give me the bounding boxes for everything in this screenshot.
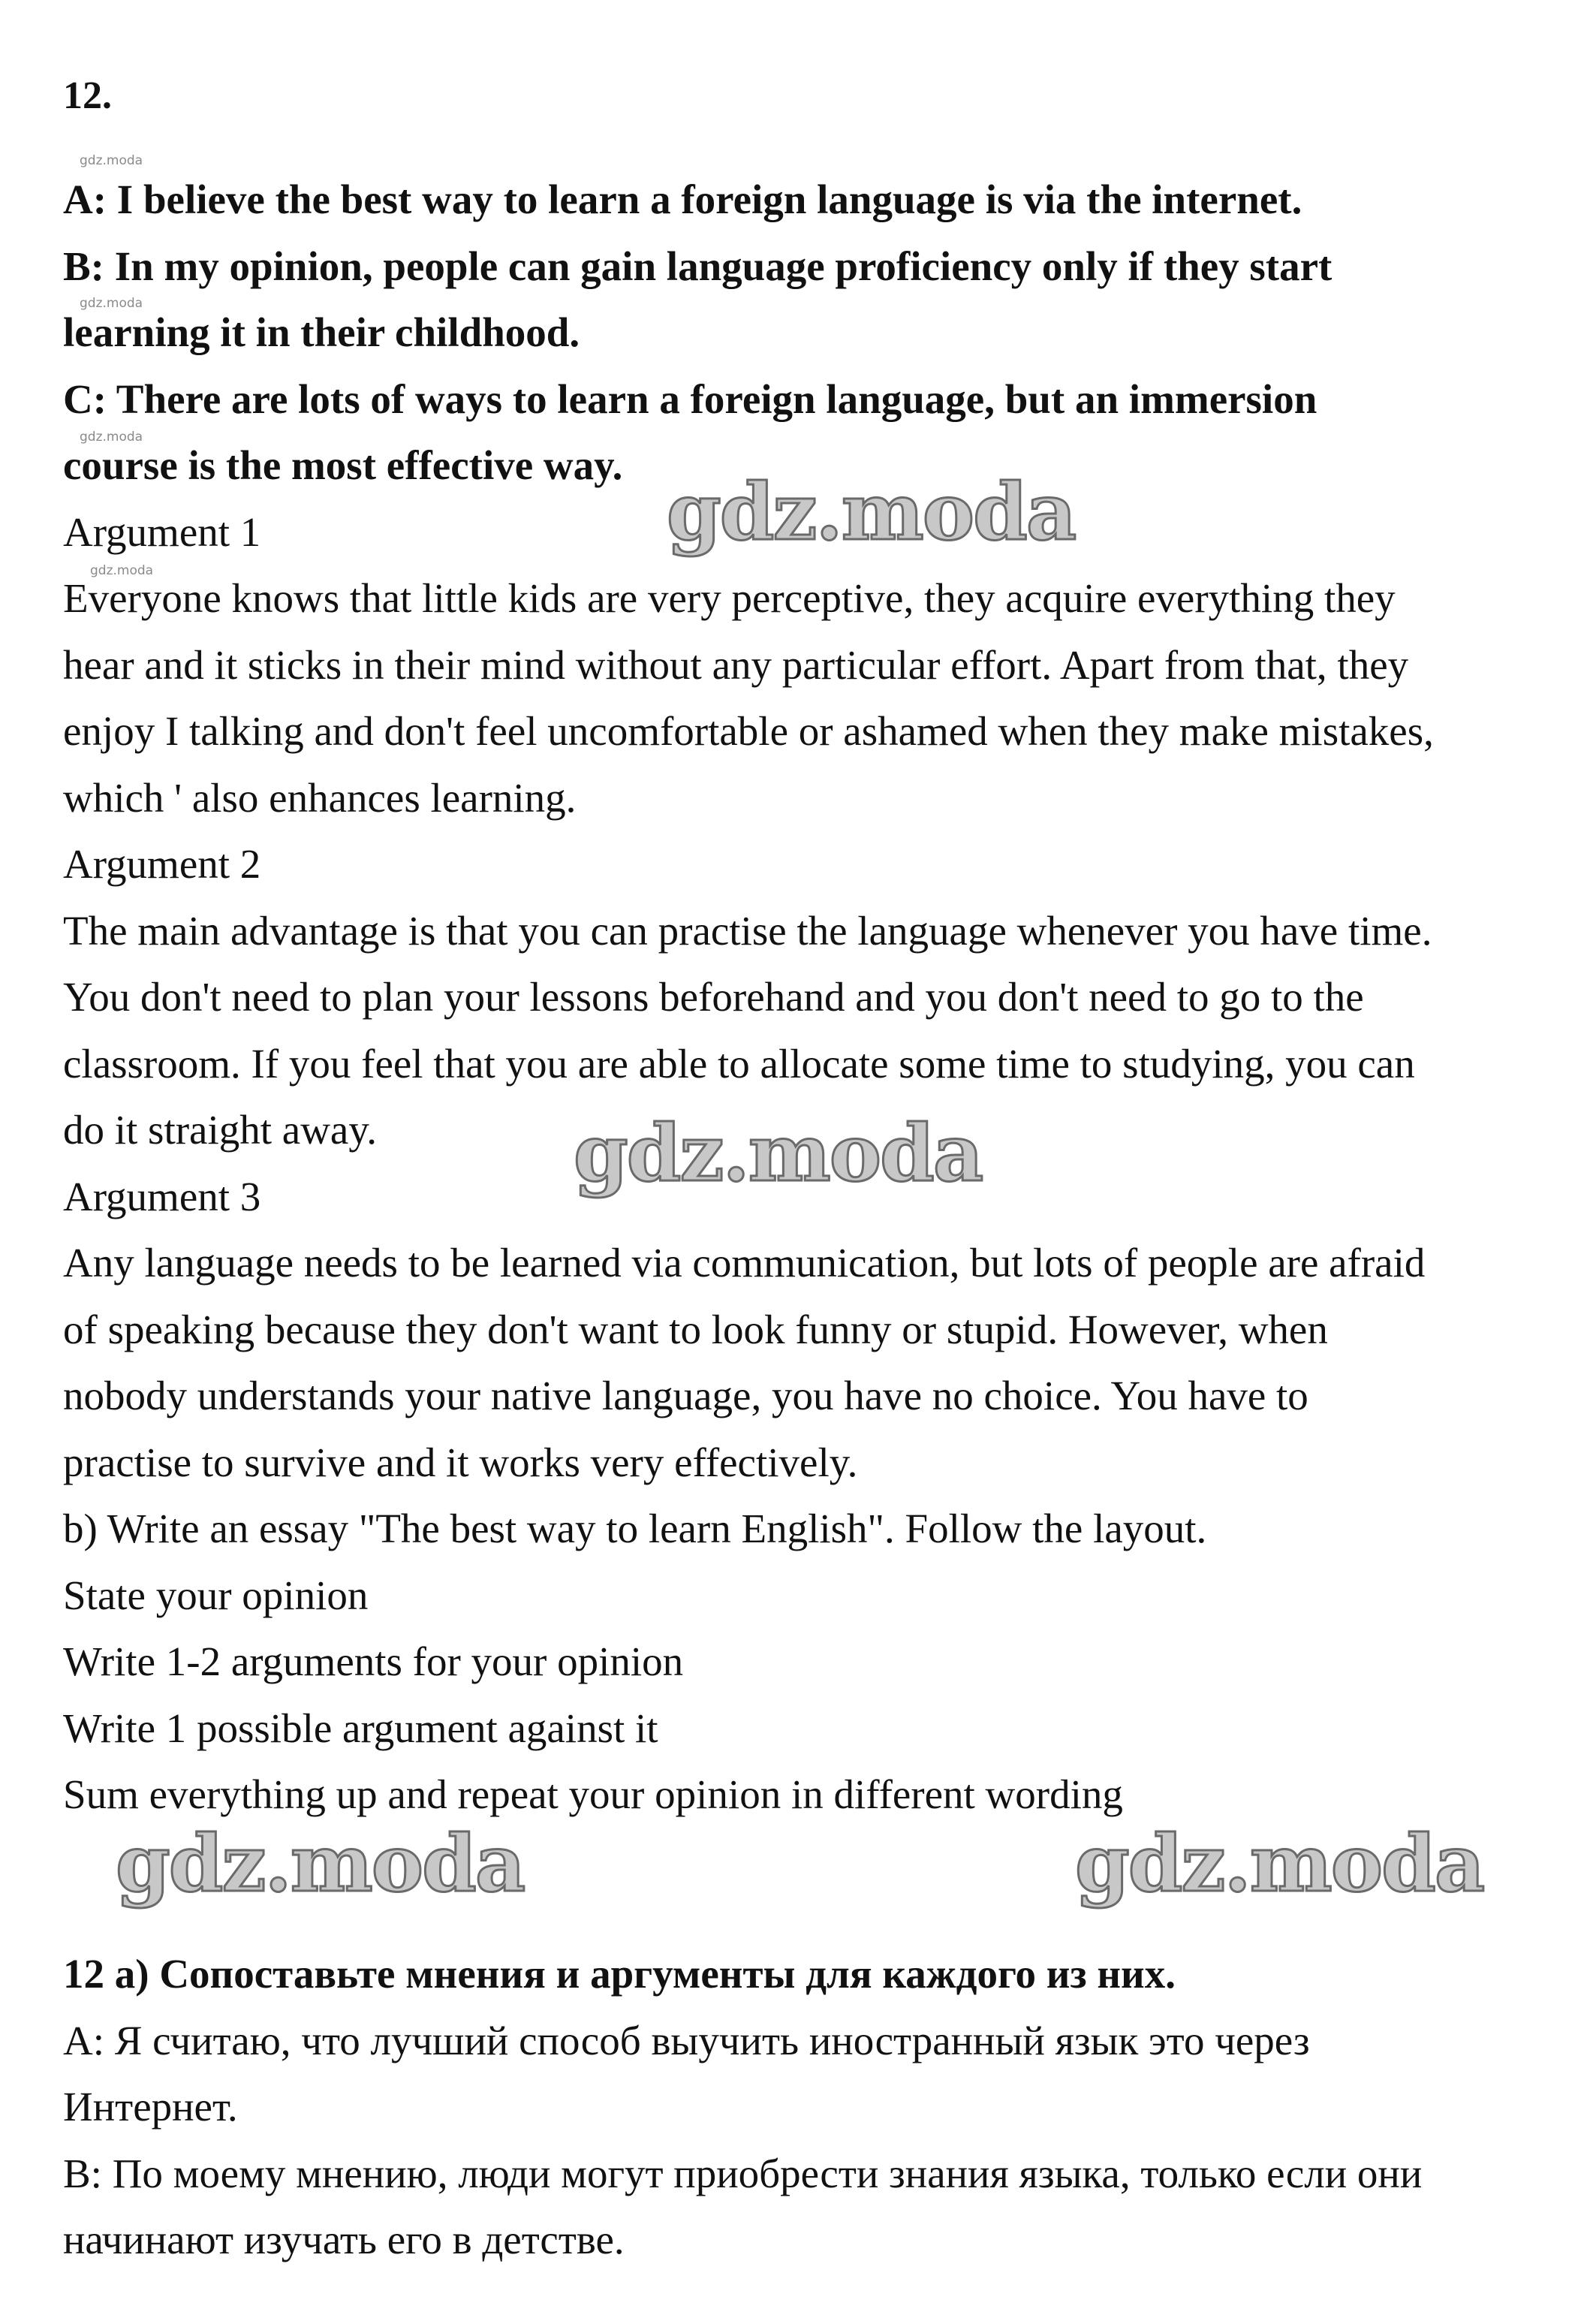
task-b-step: Write 1 possible argument against it [63,1705,658,1751]
watermark: gdz.moda [1075,1817,1484,1910]
task-b-step: Write 1-2 arguments for your opinion [63,1638,684,1684]
argument-2-line: classroom. If you feel that you are able to allocate some time to studying, you can [63,1040,1415,1087]
translation-line: А: Я считаю, что лучший способ выучить иностранный язык это через [63,2017,1310,2063]
watermark: gdz.moda [667,466,1076,558]
task-b-step: Sum everything up and repeat your opinion in different wording [63,1771,1123,1817]
opinion-b-line-2: learning it in their childhood. [63,309,580,355]
argument-2-line: do it straight away. [63,1107,378,1153]
argument-3-line: of speaking because they don't want to look funny or stupid. However, when [63,1306,1328,1352]
small-watermark: gdz.moda [80,296,143,311]
opinion-c-line-1: C: There are lots of ways to learn a foreign language, but an immersion [63,375,1317,422]
watermark: gdz.moda [116,1817,525,1910]
translation-heading: 12 а) Сопоставьте мнения и аргументы для каждого из них. [63,1951,1176,1997]
translation-line: В: По моему мнению, люди могут приобрести знания языка, только если они [63,2150,1423,2196]
small-watermark: gdz.moda [90,563,154,578]
argument-1-title: Argument 1 [63,508,261,555]
argument-1-line: which ' also enhances learning. [63,774,577,821]
watermark: gdz.moda [574,1107,983,1199]
argument-2-line: The main advantage is that you can practise the language whenever you have time. [63,907,1432,954]
opinion-a: A: I believe the best way to learn a foreign language is via the internet. [63,176,1302,222]
argument-2-title: Argument 2 [63,841,261,887]
small-watermark: gdz.moda [80,430,143,445]
task-b-step: State your opinion [63,1572,369,1618]
argument-3-line: Any language needs to be learned via communication, but lots of people are afraid [63,1240,1426,1286]
opinion-b-line-1: B: In my opinion, people can gain language proficiency only if they start [63,243,1333,289]
argument-1-line: enjoy I talking and don't feel uncomfortable or ashamed when they make mistakes, [63,708,1434,754]
translation-line: начинают изучать его в детстве. [63,2217,625,2262]
exercise-number: 12. [63,74,112,117]
argument-3-line: nobody understands your native language, you have no choice. You have to [63,1373,1308,1418]
argument-3-title: Argument 3 [63,1173,261,1219]
exercise-text [63,167,1564,1828]
small-watermark: gdz.moda [80,153,143,168]
opinion-c-line-2: course is the most effective way. [63,442,623,488]
argument-1-line: Everyone knows that little kids are very perceptive, they acquire everything they [63,575,1396,621]
argument-3-line: practise to survive and it works very effectively. [63,1439,858,1485]
argument-1-line: hear and it sticks in their mind without any particular effort. Apart from that, they [63,641,1409,688]
task-b-instruction: b) Write an essay "The best way to learn English". Follow the layout. [63,1506,1207,1551]
translation-line: Интернет. [63,2084,238,2130]
argument-2-line: You don't need to plan your lessons beforehand and you don't need to go to the [63,974,1364,1020]
translation-block [63,1941,1564,2274]
